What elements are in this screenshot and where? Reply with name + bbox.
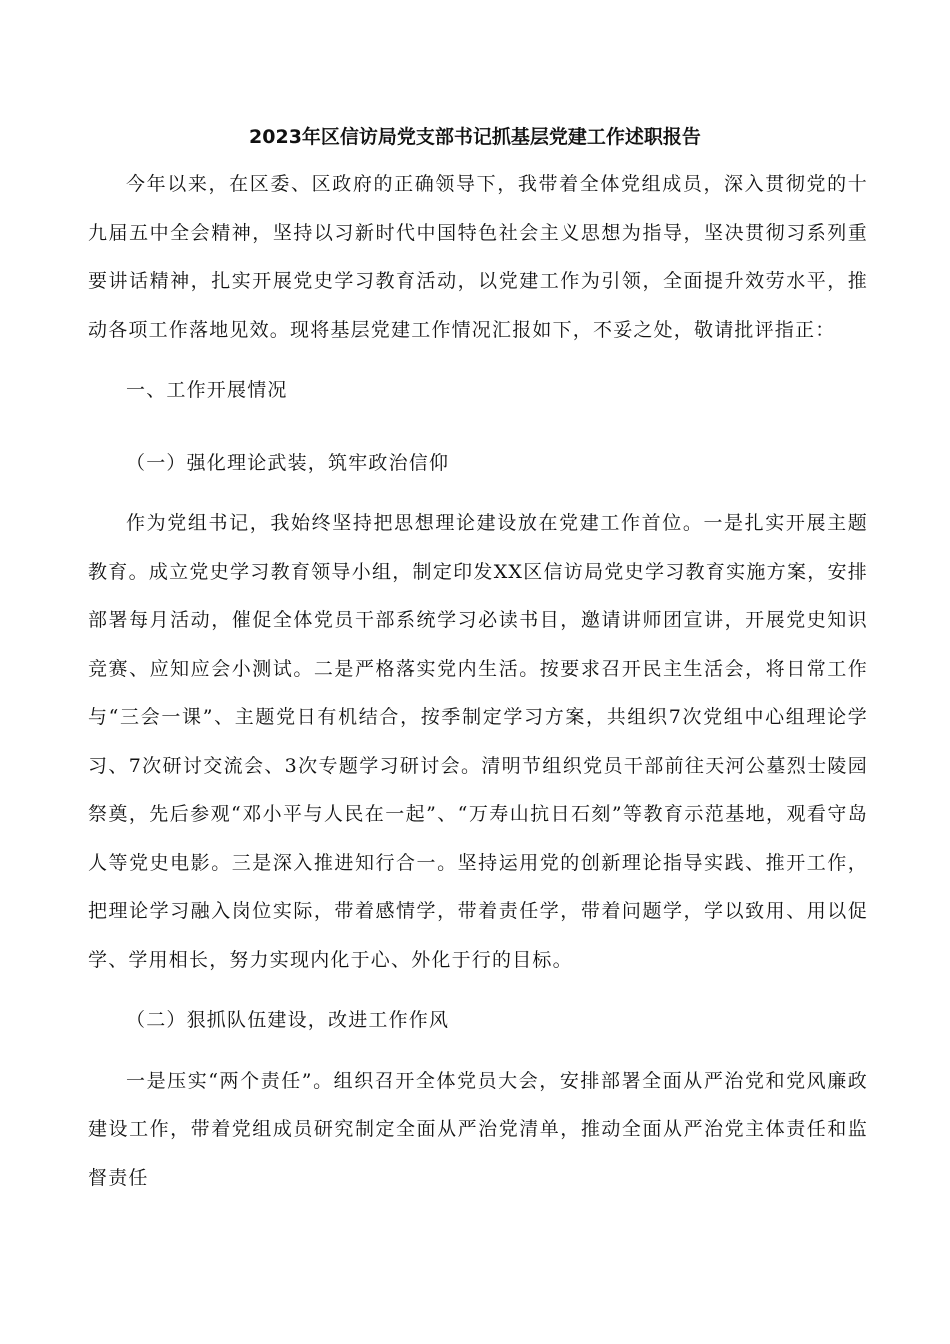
document-body (88, 160, 868, 1202)
intro-paragraph: 今年以来，在区委、区政府的正确领导下，我带着全体党组成员，深入贯彻党的十九届五中全会精神，坚持以习新时代中国特色社会主义思想为指导，坚决贯彻习系列重要讲话精神，扎实开展党史学习教育活动，以党建工作为引领，全面提升效劳水平，推动各项工作落地见效。现将基层党建工作情况汇报如下，不妥之处，敬请批评指正： (88, 173, 868, 341)
section-heading-work-progress: 一、工作开展情况 (126, 379, 288, 401)
document-title: 2023年区信访局党支部书记抓基层党建工作述职报告 (249, 126, 701, 148)
subsection-paragraph-team: 一是压实“两个责任”。组织召开全体党员大会，安排部署全面从严治党和党风廉政建设工作，带着党组成员研究制定全面从严治党清单，推动全面从严治党主体责任和监督责任 (88, 1069, 868, 1189)
subsection-heading-theory: （一）强化理论武装，筑牢政治信仰 (126, 451, 450, 474)
subsection-heading-team: （二）狠抓队伍建设，改进工作作风 (126, 1009, 450, 1031)
subsection-paragraph-theory: 作为党组书记，我始终坚持把思想理论建设放在党建工作首位。一是扎实开展主题教育。成立党史学习教育领导小组，制定印发XX区信访局党史学习教育实施方案，安排部署每月活动，催促全体党员干部系统学习必读书目，邀请讲师团宣讲，开展党史知识竞赛、应知应会小测试。二是严格落实党内生活。按要求召开民主生活会，将日常工作与“三会一课”、主题党日有机结合，按季制定学习方案，共组织7次党组中心组理论学习、7次研讨交流会、3次专题学习研讨会。清明节组织党员干部前往天河公墓烈士陵园祭奠，先后参观“邓小平与人民在一起”、“万寿山抗日石刻”等教育示范基地，观看守岛人等党史电影。三是深入推进知行合一。坚持运用党的创新理论指导实践、推开工作，把理论学习融入岗位实际，带着感情学，带着责任学，带着问题学，学以致用、用以促学、学用相长，努力实现内化于心、外化于行的目标。 (88, 512, 868, 971)
